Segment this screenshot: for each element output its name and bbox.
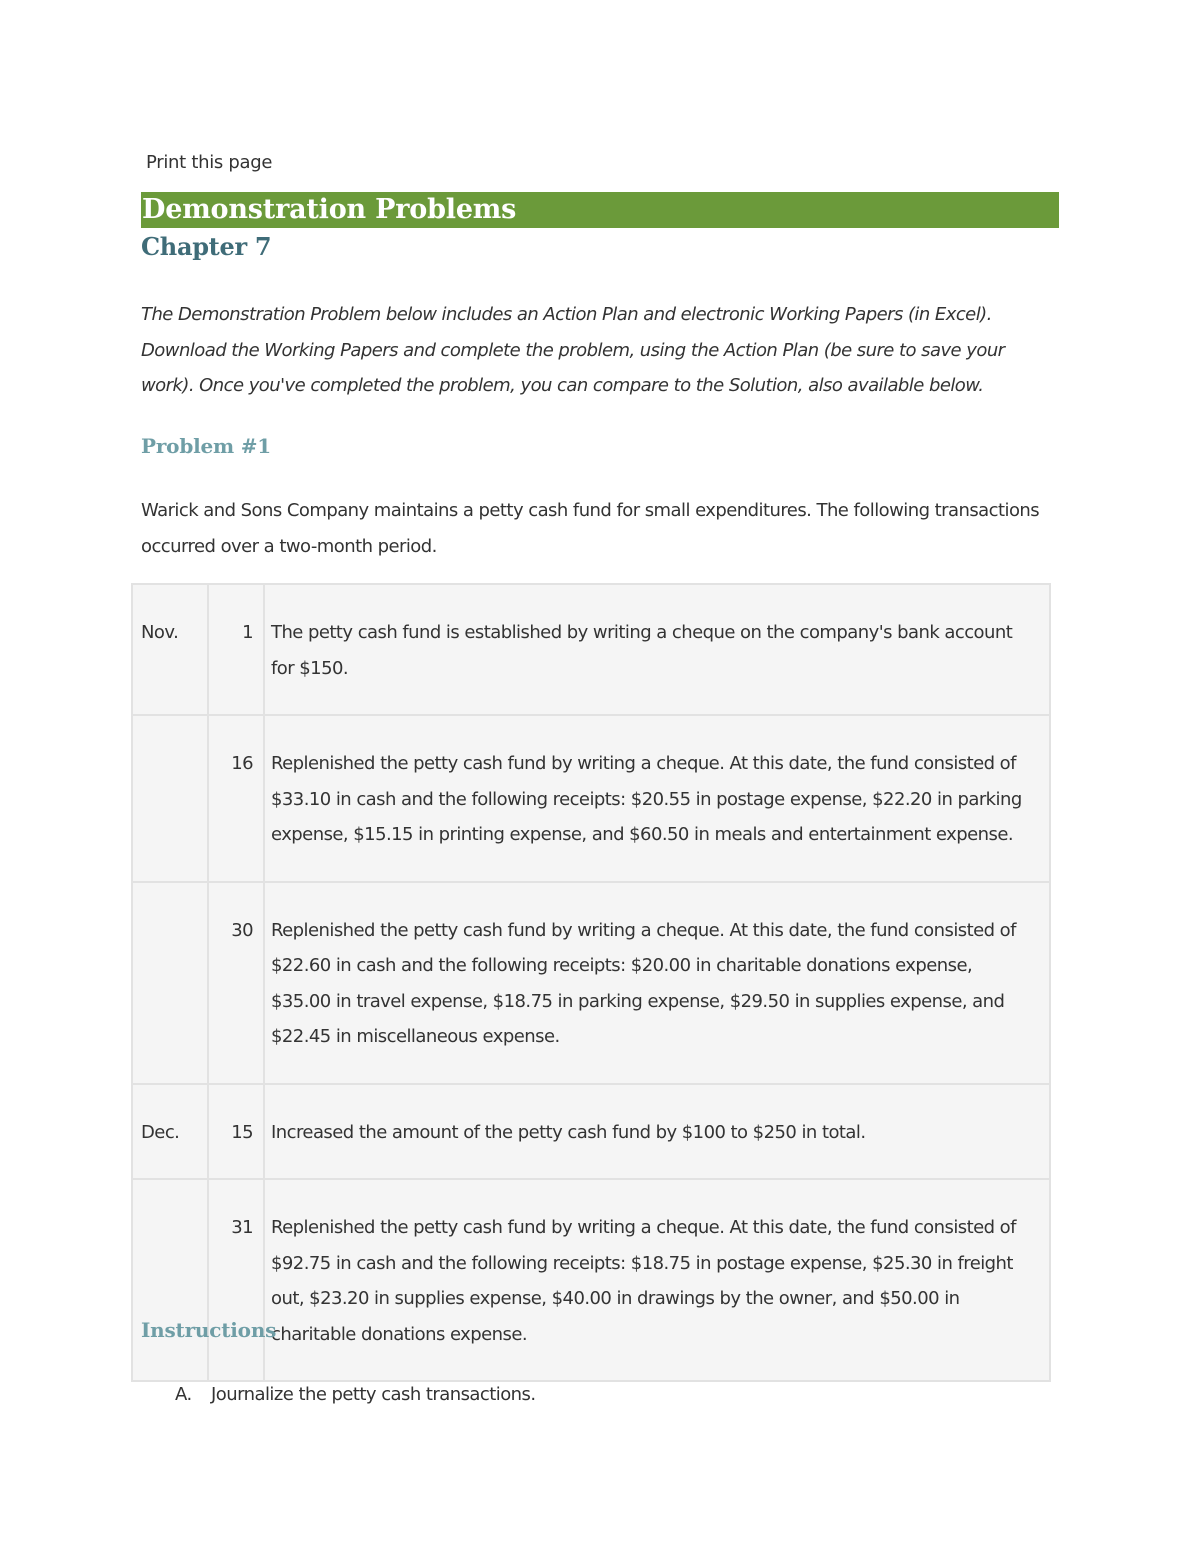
chapter-heading: Chapter 7 <box>141 232 272 261</box>
intro-paragraph: The Demonstration Problem below includes an Action Plan and electronic Working Papers (in Excel). Download the Working Papers and complete the problem, using the Action Plan (be sure to save your work). Once you've completed the problem, you can compare to the Solution, also available below. <box>141 304 1005 396</box>
instructions-list <box>141 1377 536 1413</box>
transaction-description: Replenished the petty cash fund by writing a cheque. At this date, the fund consisted of $92.75 in cash and the following receipts: $18.75 in postage expense, $25.30 in freight out, $23.20 in supplies expense, $40.00 in drawings by the owner, and $50.00 in charitable donations expense. <box>264 1179 1050 1381</box>
transaction-day: 30 <box>208 882 264 1084</box>
problem-description: Warick and Sons Company maintains a petty cash fund for small expenditures. The following transactions occurred over a two-month period. <box>141 500 1040 557</box>
title-banner <box>141 192 1059 228</box>
list-item <box>141 1377 536 1413</box>
instructions-heading: Instructions <box>141 1318 277 1342</box>
table-row <box>132 584 1050 715</box>
transaction-month <box>132 1179 208 1381</box>
transaction-description: Replenished the petty cash fund by writing a cheque. At this date, the fund consisted of $22.60 in cash and the following receipts: $20.00 in charitable donations expense, $35.00 in travel expense, $18.75 in parking expense, $29.50 in supplies expense, and $22.45 in miscellaneous expense. <box>264 882 1050 1084</box>
transaction-month <box>132 882 208 1084</box>
table-row <box>132 1084 1050 1180</box>
transaction-day: 15 <box>208 1084 264 1180</box>
table-row <box>132 882 1050 1084</box>
transaction-day: 31 <box>208 1179 264 1381</box>
transaction-description: Increased the amount of the petty cash fund by $100 to $250 in total. <box>264 1084 1050 1180</box>
transaction-month <box>132 715 208 882</box>
transactions-table <box>131 583 1051 1382</box>
transaction-month: Nov. <box>132 584 208 715</box>
table-row <box>132 1179 1050 1381</box>
problem-heading: Problem #1 <box>141 434 272 458</box>
print-page-link[interactable]: Print this page <box>146 152 273 173</box>
table-row <box>132 715 1050 882</box>
transaction-description: The petty cash fund is established by writing a cheque on the company's bank account for $150. <box>264 584 1050 715</box>
transaction-month: Dec. <box>132 1084 208 1180</box>
page-title: Demonstration Problems <box>142 194 517 225</box>
list-item-marker: A. <box>175 1384 192 1405</box>
list-item-text: Journalize the petty cash transactions. <box>211 1384 536 1405</box>
transaction-day: 1 <box>208 584 264 715</box>
transaction-description: Replenished the petty cash fund by writing a cheque. At this date, the fund consisted of $33.10 in cash and the following receipts: $20.55 in postage expense, $22.20 in parking expense, $15.15 in printing expense, and $60.50 in meals and entertainment expense. <box>264 715 1050 882</box>
transaction-day: 16 <box>208 715 264 882</box>
